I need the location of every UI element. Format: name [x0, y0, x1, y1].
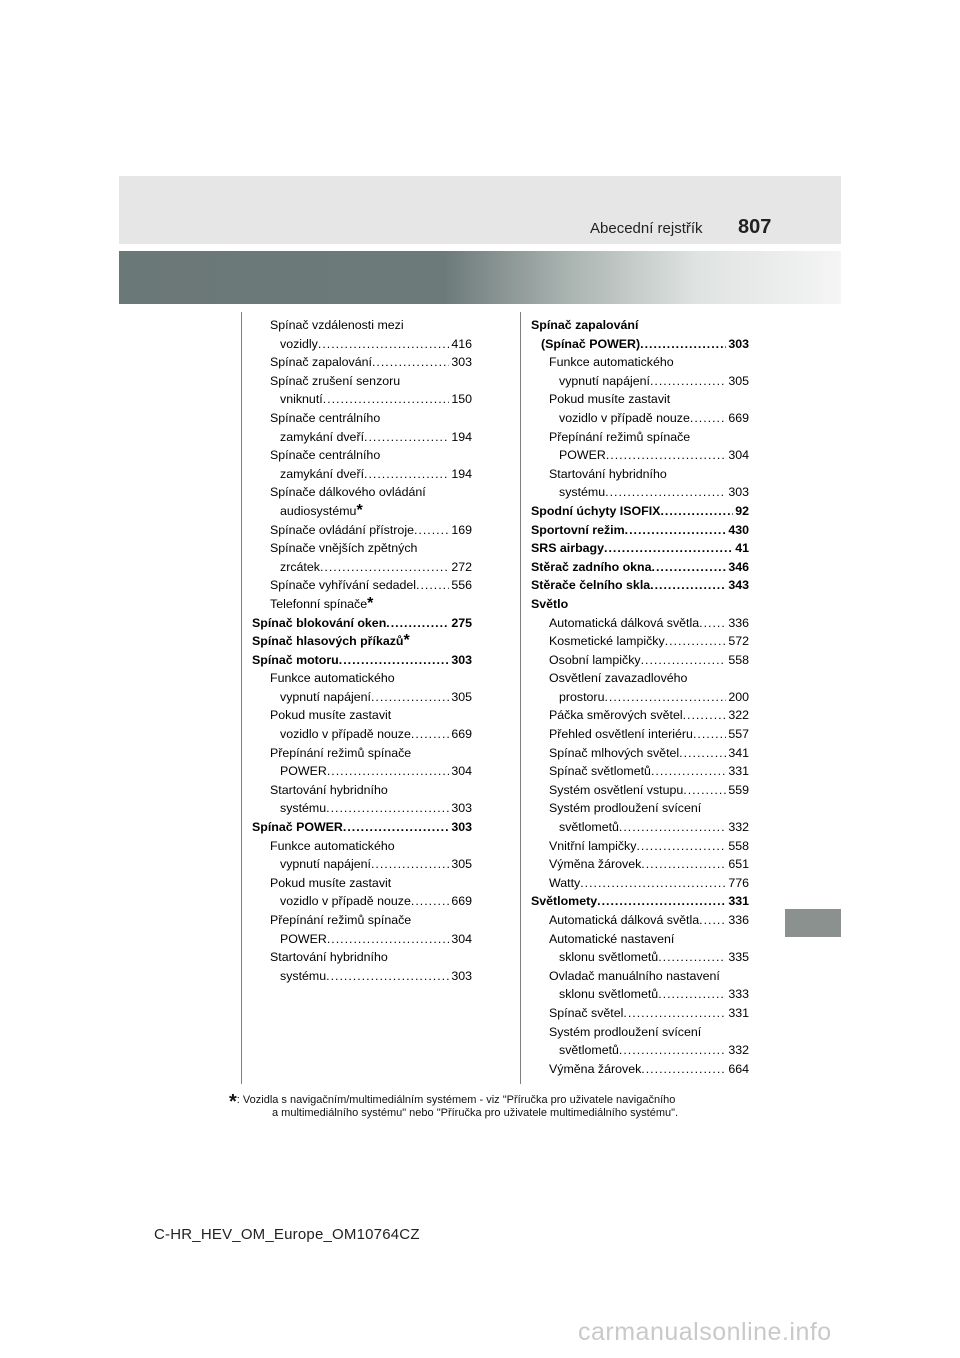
index-entry — [252, 446, 472, 483]
index-entry-text: Pokud musíte zastavit — [549, 392, 671, 407]
index-entry-text: sklonu světlometů — [559, 987, 659, 1002]
page-reference: 304 — [451, 931, 472, 946]
dot-leader — [619, 818, 726, 837]
index-entry-line — [270, 930, 472, 949]
page-reference: 303 — [451, 801, 472, 816]
index-entry — [531, 781, 749, 800]
index-entry — [531, 855, 749, 874]
index-entry-text: (Spínač POWER) — [541, 336, 641, 351]
index-entry-line — [549, 948, 749, 967]
index-entry-text: zamykání dveří — [280, 466, 365, 481]
index-entry-text: Automatická dálková světla — [549, 913, 700, 927]
index-entry-text: Spínače dálkového ovládání — [270, 485, 426, 500]
index-entry — [531, 502, 749, 521]
index-entry-text: systému — [280, 968, 327, 983]
page-reference: 336 — [728, 615, 749, 630]
chapter-tab — [785, 909, 841, 937]
page-reference: 194 — [451, 429, 472, 444]
index-entry-text: Spínače centrálního — [270, 448, 381, 463]
index-entry-line — [270, 688, 472, 707]
index-entry-text: Funkce automatického — [270, 671, 395, 686]
section-title: Abecední rejstřík — [590, 220, 703, 237]
index-column-right — [531, 316, 749, 1078]
footnote-line-2: a multimediálního systému" nebo "Příručka pro uživatele multimediálního systému". — [272, 1107, 679, 1119]
index-column-left — [252, 316, 472, 985]
index-entry-text: Spínač světlometů — [549, 764, 651, 779]
index-entry-text: POWER — [280, 764, 327, 779]
index-entry — [531, 930, 749, 967]
page-reference: 304 — [728, 448, 749, 463]
index-entry — [531, 892, 749, 911]
index-entry-line — [270, 428, 472, 447]
index-entry-text: Spínače vyhřívání sedadel — [270, 578, 417, 593]
page-reference: 332 — [728, 1043, 749, 1058]
index-entry-line: Telefonní spínače * — [270, 594, 374, 612]
index-entry — [531, 316, 749, 353]
index-entry-text: Osobní lampičky — [549, 652, 641, 667]
index-entry — [531, 353, 749, 390]
index-entry-text: Stěrač zadního okna — [531, 559, 652, 574]
page-reference: 304 — [451, 764, 472, 779]
index-entry-text: Spínač světel — [549, 1005, 624, 1020]
page-reference: 557 — [728, 727, 749, 742]
index-entry-line — [549, 688, 749, 707]
page-number: 807 — [738, 216, 772, 238]
index-entry-text: Sportovní režim — [531, 522, 625, 537]
page-reference: 336 — [728, 913, 749, 927]
index-entry-text: Spínač blokování oken — [252, 615, 387, 630]
index-entry — [531, 1060, 749, 1079]
dot-leader — [371, 855, 449, 874]
dot-leader — [327, 930, 450, 949]
index-entry-text: Kosmetické lampičky — [549, 634, 665, 649]
index-entry-line — [549, 614, 749, 633]
index-entry-line — [252, 818, 472, 837]
dot-leader — [652, 558, 727, 577]
index-entry-text: vozidlo v případě nouze — [559, 410, 690, 425]
index-entry-text: Spínač hlasových příkazů — [252, 634, 404, 649]
index-entry — [531, 1023, 749, 1060]
footnote-star: * — [229, 1091, 237, 1113]
index-entry-text: Spínač zapalování — [531, 318, 639, 332]
index-entry-text: Výměna žárovek — [549, 1061, 642, 1076]
page-reference: 572 — [728, 634, 749, 649]
index-entry — [531, 558, 749, 577]
index-entry-line — [549, 744, 749, 763]
page-reference: 669 — [728, 410, 749, 425]
index-entry-line — [549, 855, 749, 874]
index-entry — [252, 372, 472, 409]
dot-leader — [323, 390, 450, 409]
dot-leader — [327, 762, 450, 781]
index-entry-line — [270, 353, 472, 372]
dot-leader — [320, 558, 449, 577]
page-reference: 303 — [451, 820, 472, 835]
page-reference: 92 — [735, 503, 749, 518]
index-entry-line — [549, 651, 749, 670]
index-entry — [252, 911, 472, 948]
index-entry-text: Spínače centrálního — [270, 410, 381, 425]
index-entry-text: Přepínání režimů spínače — [270, 745, 412, 760]
dot-leader — [364, 428, 449, 447]
index-entry-text: Systém prodloužení svícení — [549, 801, 702, 816]
page-reference: 305 — [451, 857, 472, 872]
index-entry — [252, 632, 472, 651]
page-reference: 430 — [728, 522, 749, 537]
index-entry-text: Spínač zrušení senzoru — [270, 373, 401, 388]
dot-leader — [650, 372, 726, 391]
index-entry-text: Spodní úchyty ISOFIX — [531, 503, 661, 518]
index-entry-line — [549, 985, 749, 1004]
index-entry-text: Spínač zapalování — [270, 355, 372, 370]
index-entry — [252, 316, 472, 353]
index-entry-line — [549, 911, 749, 930]
index-entry — [531, 967, 749, 1004]
page-reference: 169 — [451, 522, 472, 537]
index-entry — [531, 669, 749, 706]
index-entry-line — [531, 595, 749, 614]
index-entry — [531, 390, 749, 427]
index-entry-line — [549, 781, 749, 800]
index-entry-line — [549, 1060, 749, 1079]
index-entry-line — [549, 409, 749, 428]
page-reference: 272 — [451, 559, 472, 574]
page-reference: 664 — [728, 1061, 749, 1076]
index-entry-text: světlometů — [559, 1043, 619, 1058]
footnote-line-1: : Vozidla s navigačním/multimediálním systémem - viz "Příručka pro uživatele navigačního — [236, 1094, 676, 1106]
dot-leader — [411, 725, 449, 744]
index-entry-text: Páčka směrových světel — [549, 708, 683, 723]
index-entry-line: Spínač hlasových příkazů * — [252, 632, 410, 650]
index-entry-line — [549, 818, 749, 837]
index-entry-text: vypnutí napájení — [559, 373, 650, 388]
index-entry-text: Světlomety — [531, 894, 598, 909]
index-entry — [531, 521, 749, 540]
index-entry-text: Ovladač manuálního nastavení — [549, 968, 720, 983]
page-reference: 651 — [728, 857, 749, 872]
index-entry-text: Osvětlení zavazadlového — [549, 671, 688, 686]
dot-leader — [651, 762, 726, 781]
index-entry-text: Přepínání režimů spínače — [549, 429, 691, 444]
index-entry-line — [549, 874, 749, 893]
index-entry-line — [549, 1004, 749, 1023]
dot-leader — [623, 1004, 726, 1023]
index-entry-line — [270, 967, 472, 986]
index-entry-text: Přepínání režimů spínače — [270, 913, 412, 927]
dot-leader — [660, 502, 733, 521]
index-entry — [252, 781, 472, 818]
index-entry-text: vypnutí napájení — [280, 857, 371, 872]
index-entry-text: zamykání dveří — [280, 429, 365, 444]
page-reference: 303 — [451, 652, 472, 667]
page-reference: 343 — [728, 578, 749, 593]
index-entry-line — [549, 372, 749, 391]
page-reference: 303 — [451, 355, 472, 370]
dot-leader — [699, 911, 726, 930]
page-reference: 556 — [451, 578, 472, 593]
index-entry-text: Startování hybridního — [270, 950, 388, 965]
index-entry-text: Světlo — [531, 596, 569, 611]
index-entry — [531, 595, 749, 614]
index-entry — [531, 632, 749, 651]
dot-leader — [597, 892, 726, 911]
index-entry-text: Přehled osvětlení interiéru — [549, 727, 693, 742]
index-entry-text: Spínač vzdálenosti mezi — [270, 318, 404, 332]
page-reference: 303 — [728, 485, 749, 500]
page-reference: 331 — [728, 894, 749, 909]
index-entry — [531, 651, 749, 670]
page-reference: 346 — [728, 559, 749, 574]
dot-leader — [580, 874, 726, 893]
index-entry-line — [531, 539, 749, 558]
index-entry-line — [549, 632, 749, 651]
index-entry-text: zrcátek — [280, 559, 320, 574]
index-entry-text: Spínač motoru — [252, 652, 339, 667]
index-entry-text: vozidly — [280, 336, 318, 351]
index-entry-line: audiosystému * — [280, 501, 363, 519]
dot-leader — [683, 781, 726, 800]
index-entry-text: vozidlo v případě nouze — [280, 727, 411, 742]
index-entry-text: Systém prodloužení svícení — [549, 1024, 702, 1039]
index-entry — [252, 409, 472, 446]
index-entry — [531, 706, 749, 725]
index-entry-text: Stěrače čelního skla — [531, 578, 651, 593]
index-entry-line — [531, 521, 749, 540]
page-reference: 333 — [728, 987, 749, 1002]
index-entry — [252, 483, 472, 520]
dot-leader — [640, 335, 726, 354]
dot-leader — [371, 688, 449, 707]
page-reference: 558 — [728, 838, 749, 853]
index-entry-text: Vnitřní lampičky — [549, 838, 637, 853]
index-entry-text: Spínač POWER — [252, 820, 343, 835]
index-entry-text: vniknutí — [280, 392, 323, 407]
page-reference: 331 — [728, 764, 749, 779]
dot-leader — [326, 799, 449, 818]
dot-leader — [650, 576, 726, 595]
page-reference: 559 — [728, 782, 749, 797]
header-bar — [119, 176, 841, 244]
page-reference: 194 — [451, 466, 472, 481]
index-entry — [252, 539, 472, 576]
dot-leader — [414, 521, 449, 540]
left-column-rule — [241, 312, 242, 1084]
dot-leader — [372, 353, 449, 372]
index-entry — [252, 818, 472, 837]
dot-leader — [683, 706, 727, 725]
index-entry-line — [549, 483, 749, 502]
dot-leader — [658, 948, 726, 967]
dot-leader — [636, 837, 726, 856]
index-entry-line — [531, 335, 749, 354]
page-reference: 335 — [728, 950, 749, 965]
footnote — [229, 1091, 751, 1120]
index-entry-text: vozidlo v případě nouze — [280, 894, 411, 909]
index-entry-line — [531, 502, 749, 521]
page-reference: 332 — [728, 820, 749, 835]
index-entry-text: Výměna žárovek — [549, 857, 642, 872]
index-entry-text: Telefonní spínače — [270, 596, 368, 611]
index-entry-text: Spínače ovládání přístroje — [270, 522, 414, 537]
index-entry-text: Startování hybridního — [549, 466, 667, 481]
dot-leader — [641, 651, 727, 670]
index-entry-text: Watty — [549, 875, 581, 890]
dot-leader — [606, 446, 727, 465]
index-entry — [531, 576, 749, 595]
index-entry-text: Startování hybridního — [270, 782, 388, 797]
index-entry-text: Systém osvětlení vstupu — [549, 782, 684, 797]
index-entry — [531, 725, 749, 744]
index-entry — [531, 1004, 749, 1023]
index-entry-text: Automatická dálková světla — [549, 615, 700, 630]
index-entry-line — [270, 576, 472, 595]
index-entry-line — [531, 576, 749, 595]
index-entry — [531, 911, 749, 930]
index-entry-text: vypnutí napájení — [280, 689, 371, 704]
dot-leader — [604, 688, 726, 707]
dot-leader — [665, 632, 727, 651]
index-entry — [252, 874, 472, 911]
index-entry-line — [549, 725, 749, 744]
index-entry — [531, 874, 749, 893]
page-reference: 558 — [728, 652, 749, 667]
dot-leader — [416, 576, 449, 595]
dot-leader — [641, 1060, 726, 1079]
index-entry-line — [270, 855, 472, 874]
index-entry-line — [270, 725, 472, 744]
index-entry — [252, 669, 472, 706]
index-entry-line — [549, 837, 749, 856]
dot-leader — [318, 335, 449, 354]
dot-leader — [326, 967, 449, 986]
page-reference: 275 — [451, 615, 472, 630]
dot-leader — [411, 892, 449, 911]
index-entry — [252, 353, 472, 372]
page-reference: 669 — [451, 894, 472, 909]
dot-leader — [699, 614, 726, 633]
dot-leader — [339, 651, 450, 670]
dot-leader — [604, 539, 733, 558]
index-entry-line — [252, 651, 472, 670]
index-entry-line — [270, 799, 472, 818]
index-entry — [252, 595, 472, 614]
index-entry-line — [549, 1041, 749, 1060]
index-entry-line — [531, 558, 749, 577]
index-entry — [252, 837, 472, 874]
index-entry — [252, 948, 472, 985]
page-reference: 303 — [728, 336, 749, 351]
index-entry — [531, 614, 749, 633]
page-reference: 669 — [451, 727, 472, 742]
index-entry-text: sklonu světlometů — [559, 950, 659, 965]
dot-leader — [641, 855, 726, 874]
index-entry — [531, 744, 749, 763]
index-entry-text: audiosystému — [280, 503, 357, 518]
index-entry — [252, 576, 472, 595]
index-entry — [252, 744, 472, 781]
dot-leader — [343, 818, 449, 837]
index-entry — [252, 706, 472, 743]
index-entry — [531, 428, 749, 465]
page-reference: 200 — [728, 689, 749, 704]
index-entry-text: prostoru — [559, 689, 605, 704]
index-entry-text: Spínač mlhových světel — [549, 745, 680, 760]
dot-leader — [364, 465, 449, 484]
index-entry-text: systému — [559, 485, 606, 500]
page-reference: 305 — [728, 373, 749, 388]
page-reference: 41 — [735, 541, 749, 556]
dot-leader — [693, 725, 726, 744]
header-gradient-band — [119, 251, 841, 304]
index-entry-text: SRS airbagy — [531, 541, 604, 556]
index-entry — [252, 614, 472, 633]
index-entry-line — [270, 762, 472, 781]
page-reference: 303 — [451, 968, 472, 983]
page-reference: 331 — [728, 1005, 749, 1020]
dot-leader — [679, 744, 726, 763]
index-entry — [531, 799, 749, 836]
index-entry-text: Pokud musíte zastavit — [270, 708, 392, 723]
index-entry-text: Spínače vnějších zpětných — [270, 541, 418, 556]
index-entry-line — [270, 335, 472, 354]
page-reference: 776 — [728, 875, 749, 890]
index-entry-line — [549, 446, 749, 465]
index-entry — [252, 521, 472, 540]
index-entry-line — [270, 465, 472, 484]
index-entry-line — [270, 558, 472, 577]
dot-leader — [690, 409, 726, 428]
index-entry-line — [531, 892, 749, 911]
middle-column-rule — [520, 312, 521, 1084]
index-entry-text: systému — [280, 801, 327, 816]
dot-leader — [605, 483, 726, 502]
index-entry-line — [549, 706, 749, 725]
index-entry-line — [270, 521, 472, 540]
index-entry — [531, 539, 749, 558]
index-entry-text: Funkce automatického — [549, 355, 674, 370]
page-reference: 322 — [728, 708, 749, 723]
dot-leader — [619, 1041, 726, 1060]
page-reference: 305 — [451, 689, 472, 704]
dot-leader — [625, 521, 727, 540]
index-entry-line — [270, 892, 472, 911]
index-entry — [531, 837, 749, 856]
index-entry-text: světlometů — [559, 820, 619, 835]
document-code: C-HR_HEV_OM_Europe_OM10764CZ — [154, 1226, 420, 1243]
index-entry-text: POWER — [559, 448, 606, 463]
index-entry — [531, 465, 749, 502]
dot-leader — [386, 614, 449, 633]
watermark: carmanualsonline.info — [578, 1318, 832, 1346]
index-entry-line — [549, 762, 749, 781]
index-entry — [531, 762, 749, 781]
index-entry-text: POWER — [280, 931, 327, 946]
dot-leader — [658, 985, 726, 1004]
page-reference: 341 — [728, 745, 749, 760]
page-reference: 416 — [451, 336, 472, 351]
index-entry-text: Automatické nastavení — [549, 931, 675, 946]
index-entry-text: Funkce automatického — [270, 838, 395, 853]
index-entry-text: Pokud musíte zastavit — [270, 875, 392, 890]
index-entry-line — [252, 614, 472, 633]
page-reference: 150 — [451, 392, 472, 407]
index-entry — [252, 651, 472, 670]
index-entry-line — [270, 390, 472, 409]
